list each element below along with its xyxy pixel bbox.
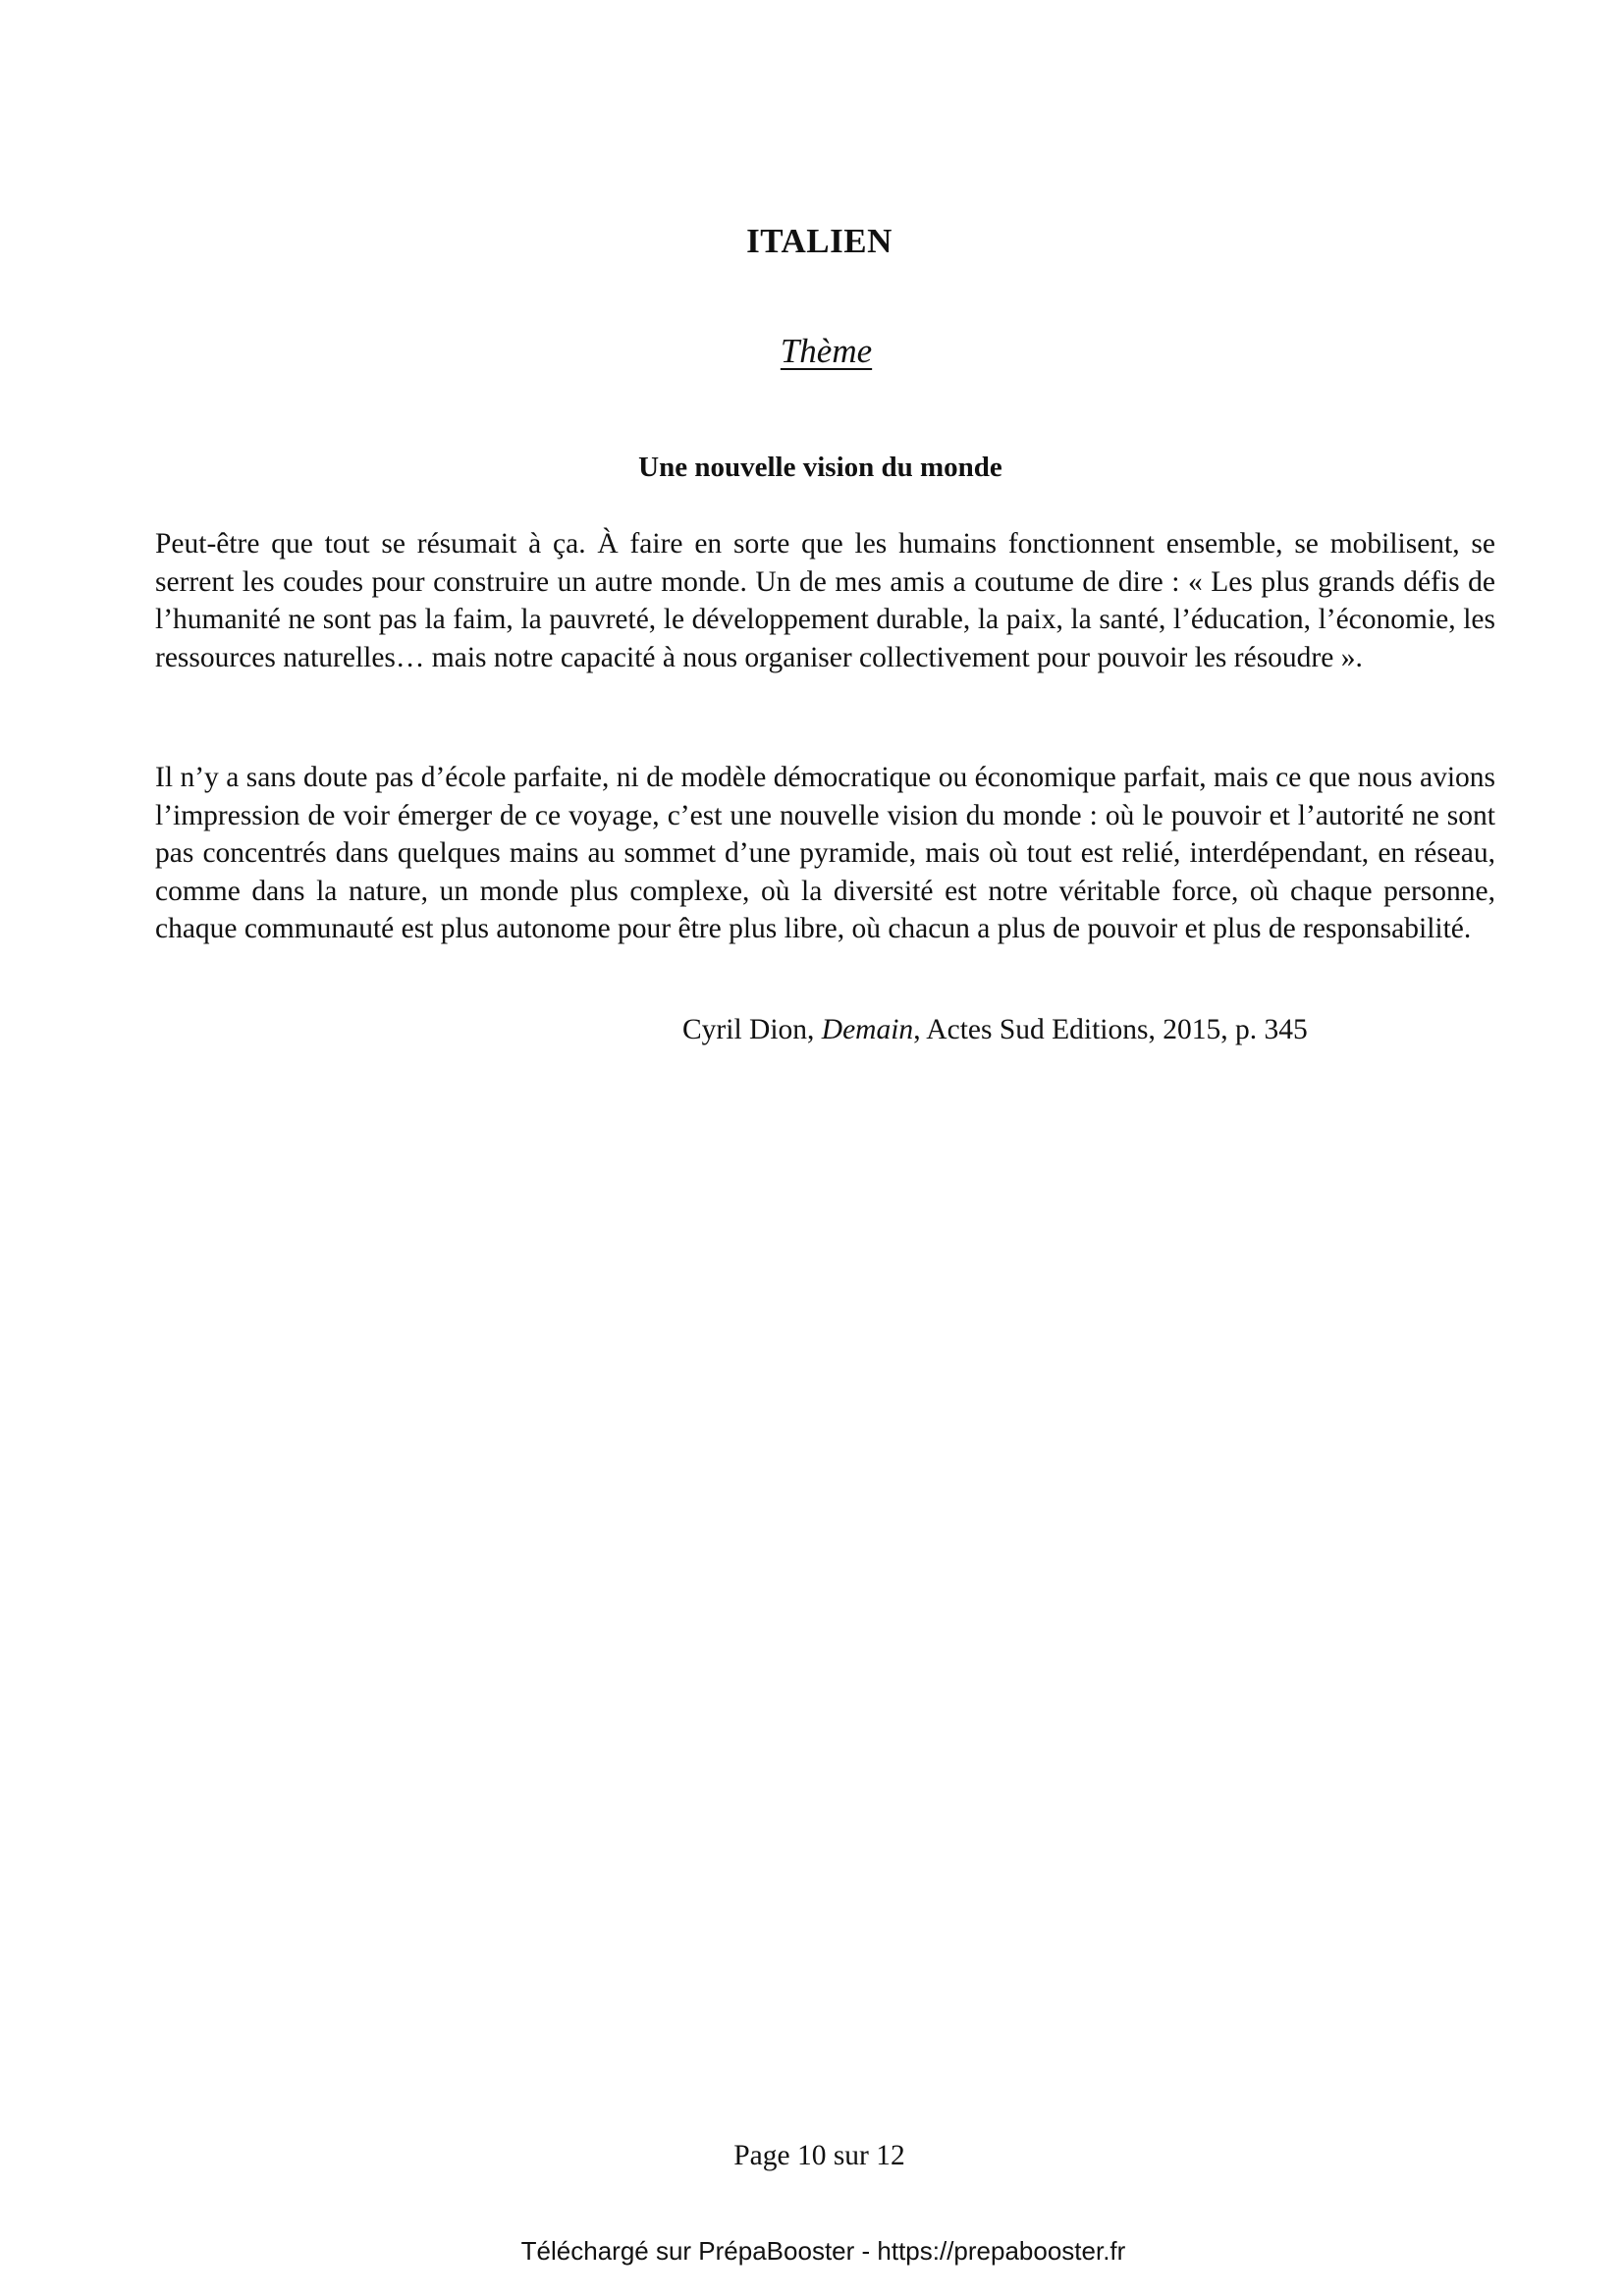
citation: [682, 1014, 1308, 1046]
citation-author: Cyril Dion,: [682, 1014, 822, 1045]
language-heading: ITALIEN: [746, 222, 893, 260]
citation-book-title: Demain: [821, 1014, 914, 1045]
page-number: Page 10 sur 12: [733, 2140, 905, 2171]
download-notice: Téléchargé sur PrépaBooster - https://prepabooster.fr: [520, 2236, 1126, 2266]
paragraph-1: Peut-être que tout se résumait à ça. À faire en sorte que les humains fonctionnent ensemble, se mobilisent, se serrent les coudes pour construire un autre monde. Un de mes amis a coutume de dire : « Les plus grands défis de l’humanité ne sont pas la faim, la pauvreté, le développement durable, la paix, la santé, l’éducation, l’économie, les ressources naturelles… mais notre capacité à nous organiser collectivement pour pouvoir les résoudre ».: [155, 528, 1495, 673]
text-title: Une nouvelle vision du monde: [638, 452, 1002, 483]
paragraph-2: Il n’y a sans doute pas d’école parfaite, ni de modèle démocratique ou économique parfait, mais ce que nous avions l’impression de voir émerger de ce voyage, c’est une nouvelle vision du monde : où le pouvoir et l’autorité ne sont pas concentrés dans quelques mains au sommet d’une pyramide, mais où tout est relié, interdépendant, en réseau, comme dans la nature, un monde plus complexe, où la diversité est notre véritable force, où chaque personne, chaque communauté est plus autonome pour être plus libre, où chacun a plus de pouvoir et plus de responsabilité.: [155, 762, 1495, 944]
citation-details: , Actes Sud Editions, 2015, p. 345: [913, 1014, 1308, 1045]
section-heading-text: Thème: [780, 332, 873, 370]
section-heading: [0, 332, 1623, 371]
